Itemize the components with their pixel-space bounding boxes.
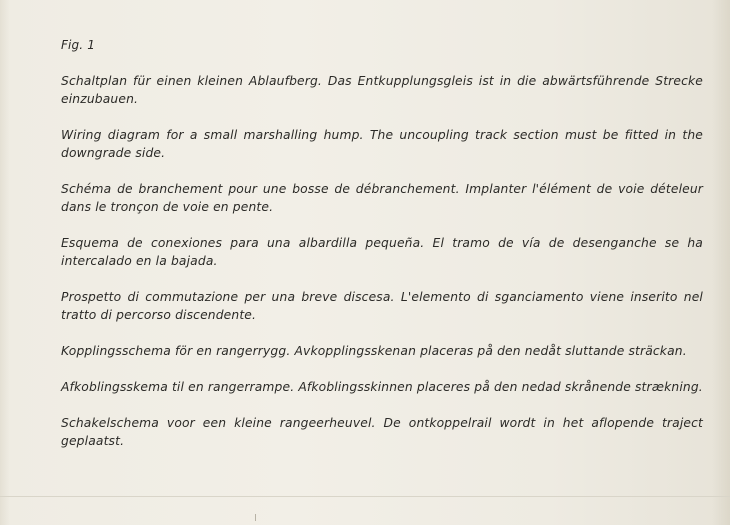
- paper-fold-line: [0, 496, 730, 497]
- paragraph-french: Schéma de branchement pour une bosse de débranchement. Implanter l'élément de voie dételeur dans le tronçon de voie en pente.: [61, 182, 703, 214]
- instruction-text-block: [61, 36, 703, 450]
- paper-edge-left: [0, 0, 10, 525]
- paragraph-dutch: Schakelschema voor een kleine rangeerheuvel. De ontkoppelrail wordt in het aflopende traject geplaatst.: [61, 416, 703, 448]
- paper-mark: [255, 514, 256, 521]
- paragraph-english: Wiring diagram for a small marshalling hump. The uncoupling track section must be fitted in the downgrade side.: [61, 128, 703, 160]
- paragraph-spanish: Esquema de conexiones para una albardilla pequeña. El tramo de vía de desenganche se ha intercalado en la bajada.: [61, 236, 703, 268]
- paper-edge-right: [712, 0, 730, 525]
- paragraph-german: Schaltplan für einen kleinen Ablaufberg. Das Entkupplungsgleis ist in die abwärtsführende Strecke einzubauen.: [61, 74, 703, 106]
- paragraph-danish: Afkoblingsskema til en rangerrampe. Afkoblingsskinnen placeres på den nedad skrånende strækning.: [61, 380, 703, 394]
- figure-label: Fig. 1: [61, 38, 96, 52]
- paragraph-swedish: Kopplingsschema för en rangerrygg. Avkopplingsskenan placeras på den nedåt sluttande sträckan.: [61, 344, 687, 358]
- paragraph-italian: Prospetto di commutazione per una breve discesa. L'elemento di sganciamento viene inserito nel tratto di percorso discendente.: [61, 290, 703, 322]
